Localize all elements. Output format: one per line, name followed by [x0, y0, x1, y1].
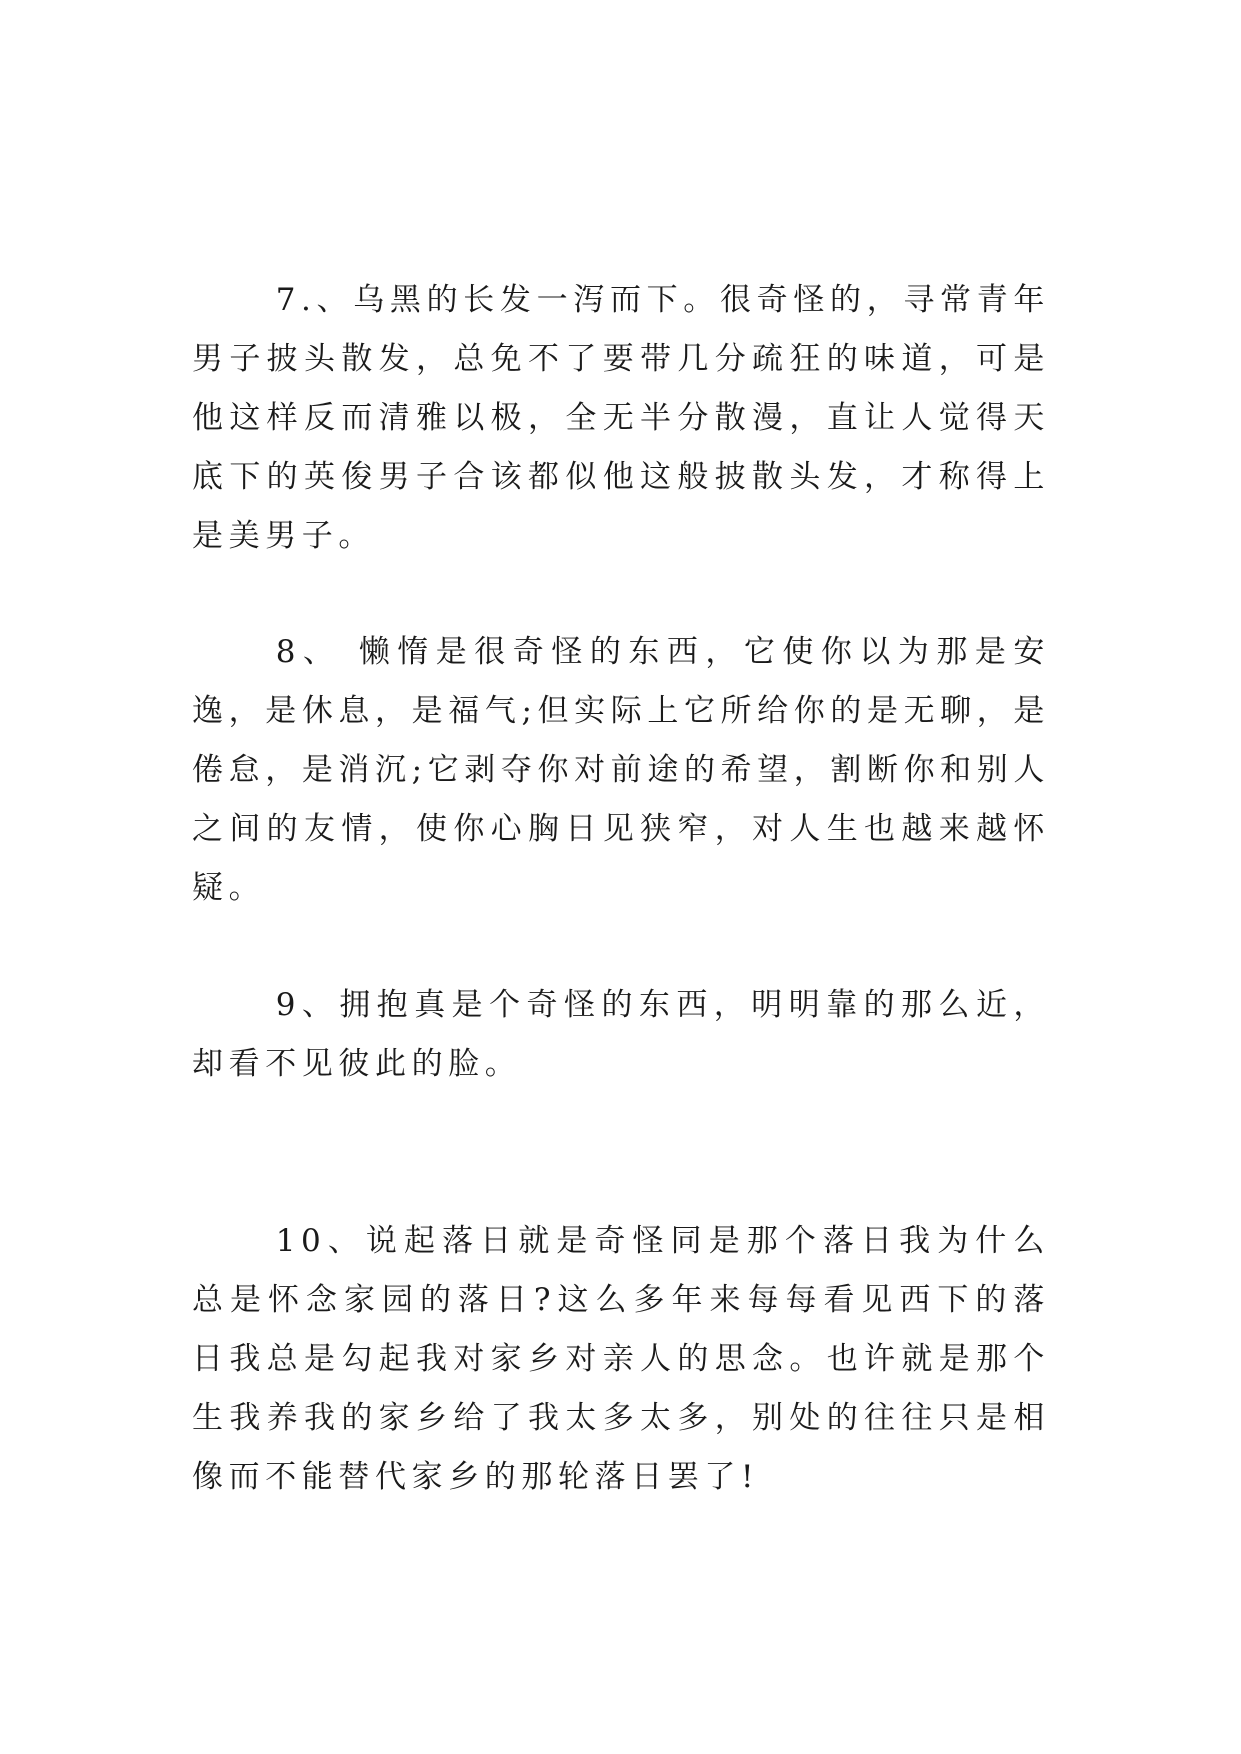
- paragraph-8: 8、 懒惰是很奇怪的东西，它使你以为那是安逸，是休息，是福气;但实际上它所给你的是无聊，是倦怠，是消沉;它剥夺你对前途的希望，割断你和别人之间的友情，使你心胸日见狭窄，对人生也越来越怀疑。: [192, 634, 1050, 906]
- paragraph-7: 7.、乌黑的长发一泻而下。很奇怪的，寻常青年男子披头散发，总免不了要带几分疏狂的味道，可是他这样反而清雅以极，全无半分散漫，直让人觉得天底下的英俊男子合该都似他这般披散头发，才称得上是美男子。: [192, 282, 1050, 554]
- paragraph-10: 10、说起落日就是奇怪同是那个落日我为什么总是怀念家园的落日?这么多年来每每看见西下的落日我总是勾起我对家乡对亲人的思念。也许就是那个生我养我的家乡给了我太多太多，别处的往往只是相像而不能替代家乡的那轮落日罢了!: [192, 1223, 1050, 1495]
- paragraph-9: 9、拥抱真是个奇怪的东西，明明靠的那么近，却看不见彼此的脸。: [192, 987, 1050, 1082]
